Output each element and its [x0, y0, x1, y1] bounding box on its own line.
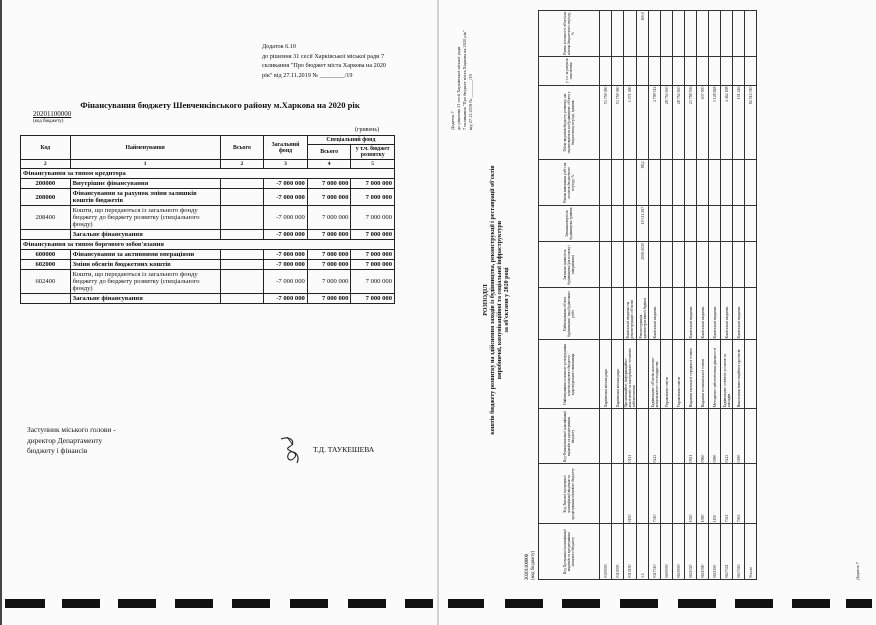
distribution-cell	[649, 11, 661, 57]
distribution-cell	[661, 409, 673, 464]
distribution-header: у т.ч. за рахунок запозичень	[539, 56, 600, 85]
distribution-cell: Управління освіти	[661, 340, 673, 409]
distribution-cell	[649, 205, 661, 241]
col-number: 2	[21, 160, 71, 169]
header-special-total: Всього	[307, 145, 351, 160]
distribution-cell	[745, 241, 757, 288]
scan-edge-bar	[792, 599, 830, 608]
distribution-cell: 4 799 512	[649, 85, 661, 160]
distribution-cell: 1.1	[637, 524, 649, 580]
distribution-cell	[685, 241, 697, 288]
signature-title-line: Заступник міського голови -	[27, 425, 116, 434]
row-code: 208400	[21, 206, 71, 230]
header-code: Код	[21, 136, 71, 160]
distribution-cell	[745, 11, 757, 57]
distribution-cell	[721, 241, 733, 288]
distribution-cell	[709, 205, 721, 241]
distribution-cell	[673, 160, 685, 206]
scan-edge-bar	[62, 599, 100, 608]
right-subtitle: коштів бюджету розвитку на здійснення заходів із будівництва, реконструкції і реставрації об'єктів	[490, 165, 496, 435]
distribution-cell: Капітальні видатки	[697, 288, 709, 340]
distribution-cell	[721, 56, 733, 85]
distribution-cell: 19 311 267	[637, 205, 649, 241]
distribution-cell: 82 512 010	[745, 85, 757, 160]
row-total	[220, 270, 264, 294]
column-number-row	[21, 160, 395, 169]
distribution-cell	[745, 409, 757, 464]
financing-table	[20, 135, 395, 304]
distribution-cell: 100,0	[637, 11, 649, 57]
row-name: Фінансування за активними операціями	[70, 250, 220, 260]
distribution-cell: 0110150	[624, 524, 637, 580]
distribution-cell	[673, 241, 685, 288]
table-row	[21, 250, 395, 260]
distribution-cell	[624, 241, 637, 288]
distribution-row	[721, 11, 733, 580]
distribution-header: Рівень готовності об'єкта на кінець бюджетного періоду, %	[539, 11, 600, 57]
scan-edge-bar	[348, 599, 386, 608]
distribution-cell: 0443	[649, 409, 661, 464]
distribution-cell	[685, 160, 697, 206]
right-annex-line: Додаток 7	[450, 111, 455, 130]
distribution-cell	[600, 11, 612, 57]
right-title: РОЗПОДІЛ	[483, 284, 489, 316]
table-row	[21, 260, 395, 270]
distribution-cell: 0600000	[661, 524, 673, 580]
distribution-cell: 28 752 630	[673, 85, 685, 160]
distribution-cell	[624, 160, 637, 206]
distribution-cell: Харківська міська рада	[600, 340, 612, 409]
rotated-page	[445, 10, 865, 590]
header-special-dev: у т.ч. бюджет розвитку	[351, 145, 395, 160]
row-general: -7 000 000	[264, 206, 308, 230]
row-special: 7 000 000	[307, 179, 351, 189]
row-name: Кошти, що передаються із загального фонду бюджету до бюджету розвитку (спеціального фонду)	[70, 270, 220, 294]
distribution-cell	[673, 205, 685, 241]
row-special: 7 000 000	[307, 294, 351, 304]
distribution-cell: 0990	[709, 409, 721, 464]
row-general: -7 000 000	[264, 250, 308, 260]
distribution-cell	[661, 241, 673, 288]
distribution-cell: Капітальні видатки на реконструкцію об'єктів	[624, 288, 637, 340]
row-name: Зміни обсягів бюджетних коштів	[70, 260, 220, 270]
distribution-cell: 53 759 380	[600, 85, 612, 160]
distribution-cell	[612, 56, 624, 85]
distribution-cell: 637 000	[697, 85, 709, 160]
distribution-row	[685, 11, 697, 580]
distribution-cell: 2006-2020	[637, 241, 649, 288]
row-total	[220, 294, 264, 304]
distribution-cell: 53 759 380	[612, 85, 624, 160]
right-budget-code	[525, 551, 537, 580]
col-number: 4	[307, 160, 351, 169]
row-special: 7 000 000	[307, 270, 351, 294]
row-total	[220, 206, 264, 230]
distribution-cell	[697, 160, 709, 206]
distribution-row	[673, 11, 685, 580]
distribution-cell	[600, 241, 612, 288]
row-total	[220, 230, 264, 240]
distribution-cell	[612, 205, 624, 241]
distribution-cell: 0921	[685, 409, 697, 464]
row-dev: 7 000 000	[351, 189, 395, 206]
row-name: Загальне фінансування	[70, 294, 220, 304]
distribution-cell: 88,2	[637, 160, 649, 206]
distribution-cell	[637, 85, 649, 160]
header-name: Найменування	[70, 136, 220, 160]
distribution-cell: 0490	[733, 409, 745, 464]
row-total	[220, 179, 264, 189]
right-code-value: 20201100000	[525, 553, 530, 580]
signature-title-line: бюджету і фінансів	[27, 446, 88, 455]
row-special: 7 000 000	[307, 230, 351, 240]
annex-line: Додаток 6.10	[262, 43, 296, 50]
distribution-cell: Капітальні видатки	[733, 288, 745, 340]
distribution-cell	[697, 241, 709, 288]
distribution-cell	[745, 56, 757, 85]
row-total	[220, 189, 264, 206]
distribution-header: Найменування головного розпорядника коштів місцевого бюджету / відповідального виконавця	[539, 340, 600, 409]
distribution-cell	[600, 160, 612, 206]
distribution-cell: Харківська міська рада	[612, 340, 624, 409]
row-general: -7 000 000	[264, 230, 308, 240]
distribution-cell	[673, 409, 685, 464]
distribution-cell	[745, 464, 757, 524]
distribution-cell: 0110000	[612, 524, 624, 580]
distribution-cell	[637, 340, 649, 409]
header-special: Спеціальний фонд	[307, 136, 394, 145]
signature-title-line: директор Департаменту	[27, 435, 103, 445]
row-code: 602000	[21, 260, 71, 270]
distribution-cell	[624, 205, 637, 241]
distribution-cell	[600, 464, 612, 524]
distribution-header: Код Типової програмної класифікації видатків та кредитування місцевого бюджету	[539, 464, 600, 524]
distribution-cell	[733, 160, 745, 206]
row-special: 7 000 000	[307, 250, 351, 260]
distribution-cell: 23 758 536	[685, 85, 697, 160]
table-row	[21, 179, 395, 189]
page-fold	[437, 0, 439, 625]
distribution-cell: Виконання інвестиційних проектів	[733, 340, 745, 409]
table-row	[21, 230, 395, 240]
distribution-header: Обсяг видатків бюджету розвитку, які спрямовуються на будівництво об'єкта у бюджетному періоді, гривень	[539, 85, 600, 160]
signature-title	[27, 425, 116, 457]
row-dev: 7 000 000	[351, 179, 395, 189]
distribution-cell	[649, 160, 661, 206]
row-code: 208000	[21, 189, 71, 206]
right-code-caption: (код бюджету)	[531, 550, 536, 580]
distribution-cell	[685, 11, 697, 57]
distribution-cell: Будівництво освітніх установ та закладів	[721, 340, 733, 409]
distribution-cell	[673, 56, 685, 85]
distribution-cell: Будівництво об'єктів житлово-комунального господарства	[649, 340, 661, 409]
row-total	[220, 260, 264, 270]
right-annex-line: до рішення 31 сесії Харківської міської ради	[456, 46, 461, 130]
row-name: Внутрішнє фінансування	[70, 179, 220, 189]
distribution-row	[745, 11, 757, 580]
row-code: 200000	[21, 179, 71, 189]
distribution-cell	[612, 11, 624, 57]
distribution-row	[661, 11, 673, 580]
distribution-cell: 0611090	[697, 524, 709, 580]
scan-edge-bar	[678, 599, 716, 608]
distribution-cell	[697, 11, 709, 57]
header-total: Всього	[220, 136, 264, 160]
right-subtitle: за об'єктами у 2020 році	[504, 267, 510, 333]
right-annex-line: від 27.11.2019 № ________/19	[468, 74, 473, 130]
distribution-cell: 0611150	[709, 524, 721, 580]
units-label: (гривень)	[355, 127, 380, 133]
distribution-cell: 0610000	[673, 524, 685, 580]
distribution-cell	[697, 205, 709, 241]
col-number: 1	[70, 160, 220, 169]
row-special: 7 000 000	[307, 260, 351, 270]
row-code: 602400	[21, 270, 71, 294]
distribution-cell	[745, 340, 757, 409]
annex-note	[262, 42, 412, 80]
scan-edge-bar	[620, 599, 658, 608]
distribution-cell	[709, 11, 721, 57]
distribution-row	[600, 11, 612, 580]
row-dev: 7 000 000	[351, 270, 395, 294]
annex-line: рік" від 27.11.2019 № ________/19	[262, 71, 353, 79]
distribution-cell	[733, 56, 745, 85]
row-code: 600000	[21, 250, 71, 260]
table-row	[21, 294, 395, 304]
distribution-cell	[649, 56, 661, 85]
distribution-cell	[600, 409, 612, 464]
distribution-cell	[624, 11, 637, 57]
section-row	[21, 169, 395, 179]
distribution-cell	[600, 205, 612, 241]
section-title: Фінансування за типом кредитора	[21, 169, 395, 179]
distribution-cell: 1 071 380	[624, 85, 637, 160]
distribution-cell: Капітальні видатки	[649, 288, 661, 340]
distribution-cell	[673, 11, 685, 57]
table-row	[21, 206, 395, 230]
distribution-cell: Надання позашкільної освіти	[697, 340, 709, 409]
distribution-cell	[685, 205, 697, 241]
distribution-cell	[612, 288, 624, 340]
distribution-cell	[697, 56, 709, 85]
distribution-cell	[661, 11, 673, 57]
row-special: 7 000 000	[307, 189, 351, 206]
distribution-cell	[721, 160, 733, 206]
distribution-cell	[673, 288, 685, 340]
distribution-cell	[673, 464, 685, 524]
col-number: 3	[264, 160, 308, 169]
distribution-cell: 28 752 630	[661, 85, 673, 160]
distribution-row	[612, 11, 624, 580]
scan-edge	[0, 0, 2, 625]
distribution-cell: Управління освіти	[673, 340, 685, 409]
col-number: 2	[220, 160, 264, 169]
distribution-cell: 0117310	[649, 524, 661, 580]
budget-code-caption: (код бюджету)	[33, 119, 64, 124]
distribution-cell: Капітальні видатки	[721, 288, 733, 340]
row-general: -7 000 000	[264, 260, 308, 270]
distribution-cell	[745, 160, 757, 206]
distribution-cell	[612, 241, 624, 288]
scan-edge-bar	[448, 599, 484, 608]
row-name: Загальне фінансування	[70, 230, 220, 240]
distribution-header: Код Програмної класифікації видатків та кредитування місцевого бюджету	[539, 524, 600, 580]
distribution-row	[624, 11, 637, 580]
scan-edge-bar	[175, 599, 213, 608]
scan-edge-bar	[405, 599, 433, 608]
distribution-cell	[733, 11, 745, 57]
right-title-block	[483, 10, 511, 590]
row-code	[21, 230, 71, 240]
distribution-cell: Капітальні видатки	[709, 288, 721, 340]
distribution-cell: 0150	[624, 464, 637, 524]
distribution-cell	[733, 241, 745, 288]
distribution-cell: 1020	[685, 464, 697, 524]
distribution-cell	[612, 464, 624, 524]
distribution-cell: Усього	[745, 524, 757, 580]
distribution-row	[637, 11, 649, 580]
scan-edge-bar	[505, 599, 543, 608]
distribution-cell: 1090	[697, 464, 709, 524]
row-dev: 7 000 000	[351, 230, 395, 240]
signature-name: Т.Д. ТАУКЕШЕВА	[313, 445, 375, 454]
annex-line: до рішення 31 сесії Харківської міської ради 7	[262, 52, 385, 60]
scan-edge-bar	[735, 599, 773, 608]
distribution-cell: 0611020	[685, 524, 697, 580]
distribution-header: Найменування об'єкта будівництва / вид будівельних робіт	[539, 288, 600, 340]
handwritten-signature	[277, 433, 309, 467]
col-number: 5	[351, 160, 395, 169]
distribution-cell: 0111	[624, 409, 637, 464]
distribution-cell: 0617321	[721, 524, 733, 580]
distribution-header: Загальна вартість будівництва, гривень	[539, 205, 600, 241]
distribution-row	[709, 11, 721, 580]
row-total	[220, 250, 264, 260]
scan-edge-bar	[118, 599, 156, 608]
distribution-cell: 1150	[709, 464, 721, 524]
header-general: Загальний фонд	[264, 136, 308, 160]
row-general: -7 000 000	[264, 179, 308, 189]
distribution-cell: 3 128 848	[709, 85, 721, 160]
distribution-header: Код Функціональної класифікації видатків та кредитування бюджету	[539, 409, 600, 464]
distribution-cell	[661, 56, 673, 85]
distribution-cell: 7321	[721, 464, 733, 524]
distribution-cell	[600, 56, 612, 85]
distribution-cell: 0960	[697, 409, 709, 464]
distribution-cell	[612, 160, 624, 206]
distribution-cell	[637, 464, 649, 524]
distribution-cell	[709, 56, 721, 85]
distribution-cell: 0100000	[600, 524, 612, 580]
distribution-cell	[661, 160, 673, 206]
table-row	[21, 189, 395, 206]
table-row	[21, 270, 395, 294]
distribution-cell	[733, 205, 745, 241]
scan-edge-bar	[5, 599, 45, 608]
scan-edge-bar	[562, 599, 600, 608]
distribution-cell	[661, 288, 673, 340]
distribution-row	[697, 11, 709, 580]
distribution-row	[733, 11, 745, 580]
distribution-cell	[637, 409, 649, 464]
distribution-table	[538, 10, 757, 580]
distribution-cell	[745, 288, 757, 340]
row-general: -7 000 000	[264, 270, 308, 294]
right-annex-line: 7 скликання "Про бюджет міста Харкова на 2020 рік"	[462, 30, 467, 130]
budget-code: 20201100000	[33, 110, 72, 118]
distribution-cell	[649, 241, 661, 288]
distribution-cell	[637, 56, 649, 85]
scan-edge-bar	[232, 599, 270, 608]
right-footer: Додаток 7	[855, 562, 860, 580]
distribution-cell	[709, 160, 721, 206]
distribution-row	[649, 11, 661, 580]
right-subtitle: виробничої, комунікаційної та соціальної інфраструктури	[497, 220, 503, 380]
row-dev: 7 000 000	[351, 260, 395, 270]
annex-line: скликання "Про бюджет міста Харкова на 2020	[262, 62, 387, 70]
distribution-cell	[661, 205, 673, 241]
distribution-cell: 0617363	[733, 524, 745, 580]
document-title: Фінансування бюджету Шевченківського району м.Харкова на 2020 рік	[80, 100, 360, 110]
distribution-header: Загальна тривалість будівництва (рік початку і завершення)	[539, 241, 600, 288]
distribution-cell	[721, 205, 733, 241]
distribution-cell	[721, 11, 733, 57]
distribution-cell: 4 464 188	[721, 85, 733, 160]
distribution-cell	[745, 205, 757, 241]
section-title: Фінансування за типом боргового зобов'язання	[21, 240, 395, 250]
distribution-cell: 0443	[721, 409, 733, 464]
distribution-cell	[709, 241, 721, 288]
distribution-header: Рівень виконання робіт на початок бюджетного періоду, %	[539, 160, 600, 206]
row-dev: 7 000 000	[351, 206, 395, 230]
distribution-cell: 7363	[733, 464, 745, 524]
row-code	[21, 294, 71, 304]
distribution-cell: 101 246	[733, 85, 745, 160]
row-dev: 7 000 000	[351, 294, 395, 304]
row-general: -7 000 000	[264, 294, 308, 304]
row-general: -7 000 000	[264, 189, 308, 206]
distribution-cell	[612, 409, 624, 464]
section-row	[21, 240, 395, 250]
distribution-cell: Капітальні видатки	[685, 288, 697, 340]
distribution-cell: Реконструкція адміністративної будівлі	[637, 288, 649, 340]
distribution-cell	[661, 464, 673, 524]
distribution-cell	[624, 56, 637, 85]
distribution-cell	[685, 56, 697, 85]
row-special: 7 000 000	[307, 206, 351, 230]
distribution-cell: Організаційне, інформаційно-аналітичне та матеріально-технічне забезпечення	[624, 340, 637, 409]
distribution-cell: Методичне забезпечення діяльності	[709, 340, 721, 409]
distribution-cell: Надання загальної середньої освіти	[685, 340, 697, 409]
row-name: Кошти, що передаються із загального фонду бюджету до бюджету розвитку (спеціального фонду)	[70, 206, 220, 230]
row-name: Фінансування за рахунок зміни залишків коштів бюджетів	[70, 189, 220, 206]
scan-edge-bar	[846, 599, 872, 608]
row-dev: 7 000 000	[351, 250, 395, 260]
rotated-page-content	[445, 10, 865, 590]
scan-edge-bar	[290, 599, 328, 608]
right-annex-note	[450, 10, 474, 130]
distribution-cell: 7310	[649, 464, 661, 524]
distribution-cell	[600, 288, 612, 340]
